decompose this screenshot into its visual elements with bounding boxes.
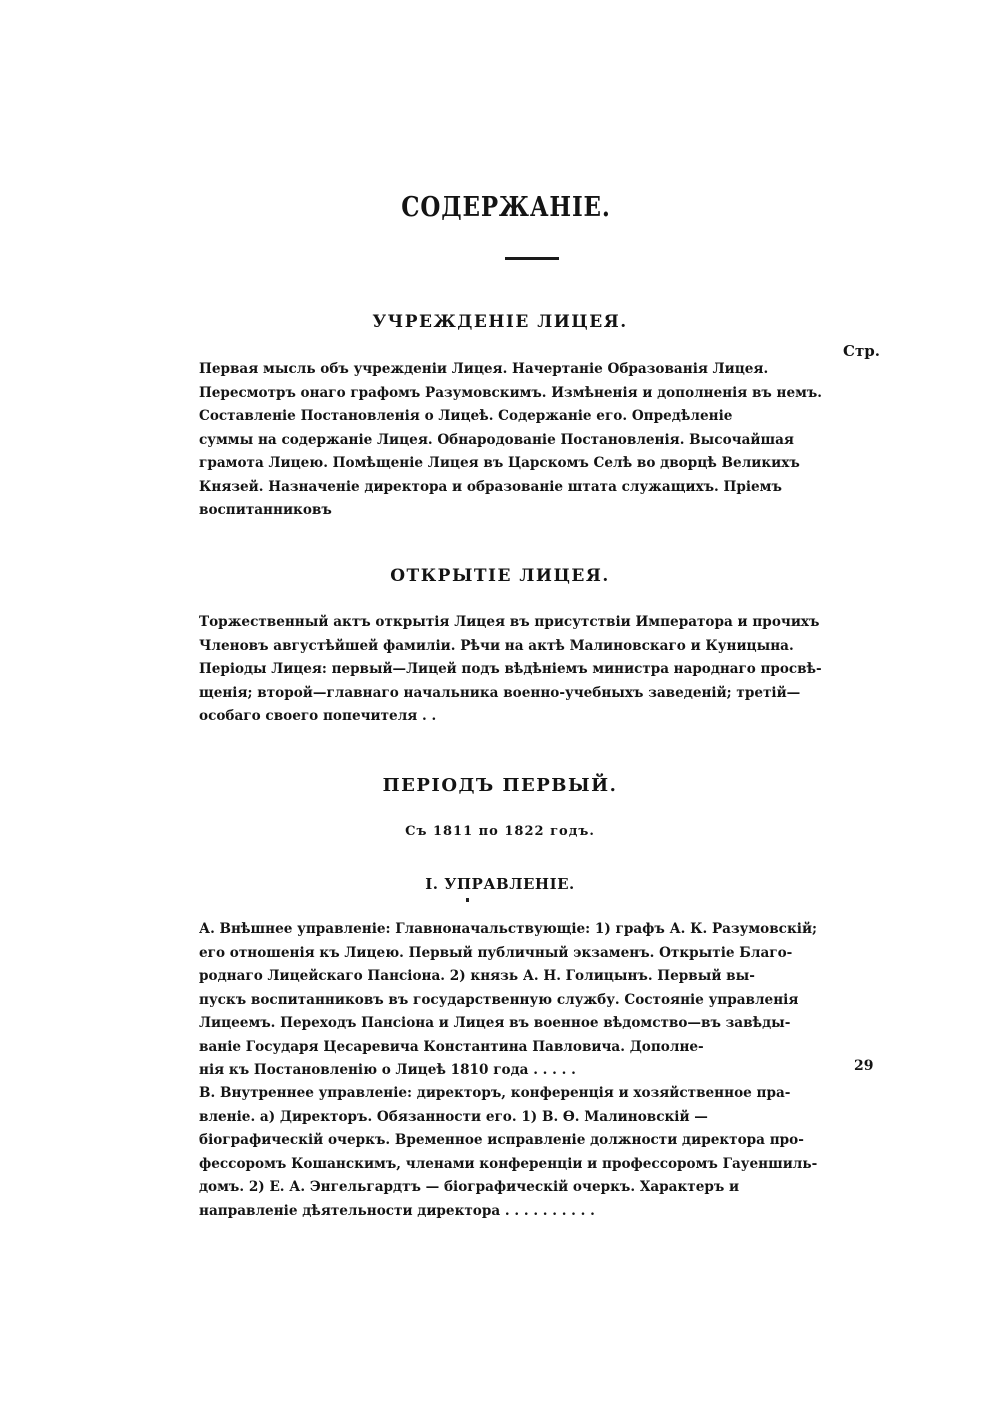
text-line: Пересмотръ онаго графомъ Разумовскимъ. Измѣненія и дополненія въ немъ. [199, 384, 822, 401]
text-line: щенія; второй—главнаго начальника военно-учебныхъ заведеній; третій— [199, 684, 801, 701]
text-line: Первая мысль объ учрежденіи Лицея. Начертаніе Образованія Лицея. [199, 361, 769, 377]
text-line: роднаго Лицейскаго Пансіона. 2) князь А. Н. Голицынъ. Первый вы- [199, 968, 755, 984]
text-line: домъ. 2) Е. А. Энгельгардтъ — біографическій очеркъ. Характеръ и [199, 1179, 740, 1195]
text-line: его отношенія къ Лицею. Первый публичный экзаменъ. Открытіе Благо- [199, 944, 793, 961]
text-line: біографическій очеркъ. Временное исправленіе должности директора про- [199, 1132, 804, 1148]
entry-external-management [199, 918, 822, 1083]
entry-internal-management [199, 1082, 822, 1223]
chapter-heading: I. УПРАВЛЕНІЕ. [425, 875, 575, 893]
text-line: особаго своего попечителя . . [199, 708, 437, 724]
text-line: А. Внѣшнее управленіе: Главноначальствующіе: 1) графъ А. К. Разумовскій; [199, 921, 818, 937]
text-line: воспитанниковъ [199, 502, 332, 518]
page-column-label: Стр. [843, 342, 880, 360]
section-heading-opening: ОТКРЫТІЕ ЛИЦЕЯ. [390, 566, 610, 586]
text-line: Лицеемъ. Переходъ Пансіона и Лицея въ военное вѣдомство—въ завѣды- [199, 1015, 791, 1031]
text-line: В. Внутреннее управленіе: директоръ, конференція и хозяйственное пра- [199, 1085, 791, 1101]
section-founding-text [199, 358, 822, 523]
text-line: грамота Лицею. Помѣщеніе Лицея въ Царскомъ Селѣ во дворцѣ Великихъ [199, 455, 800, 471]
text-line: фессоромъ Кошанскимъ, членами конференціи и профессоромъ Гауеншиль- [199, 1155, 818, 1172]
section-opening-text [199, 611, 822, 729]
text-line: Князей. Назначеніе директора и образованіе штата служащихъ. Пріемъ [199, 478, 782, 495]
text-line: ваніе Государя Цесаревича Константина Павловича. Дополне- [199, 1038, 704, 1055]
text-line: направленіе дѣятельности директора . . . . . . . . . . [199, 1202, 595, 1219]
text-line: Составленіе Постановленія о Лицеѣ. Содержаніе его. Опредѣленіе [199, 408, 733, 424]
page-number: 29 [854, 1058, 874, 1074]
text-line: пускъ воспитанниковъ въ государственную службу. Состояніе управленія [199, 991, 799, 1008]
text-line: нія къ Постановленію о Лицеѣ 1810 года . . . . . [199, 1062, 576, 1078]
period-years: Съ 1811 по 1822 годъ. [405, 824, 595, 839]
print-mark [466, 898, 469, 902]
page-title: СОДЕРЖАНІЕ. [401, 192, 611, 223]
text-line: Членовъ августѣйшей фамиліи. Рѣчи на актѣ Малиновскаго и Куницына. [199, 637, 794, 654]
text-line: вленіе. а) Директоръ. Обязанности его. 1) В. Ѳ. Малиновскій — [199, 1108, 708, 1125]
text-line: Торжественный актъ открытія Лицея въ присутствіи Императора и прочихъ [199, 614, 820, 630]
title-rule [505, 257, 559, 260]
text-line: Періоды Лицея: первый—Лицей подъ вѣдѣніемъ министра народнаго просвѣ- [199, 661, 822, 677]
section-heading-founding: УЧРЕЖДЕНІЕ ЛИЦЕЯ. [372, 312, 628, 332]
section-heading-first-period: ПЕРІОДЪ ПЕРВЫЙ. [382, 775, 618, 796]
text-line: суммы на содержаніе Лицея. Обнародованіе Постановленія. Высочайшая [199, 431, 794, 448]
